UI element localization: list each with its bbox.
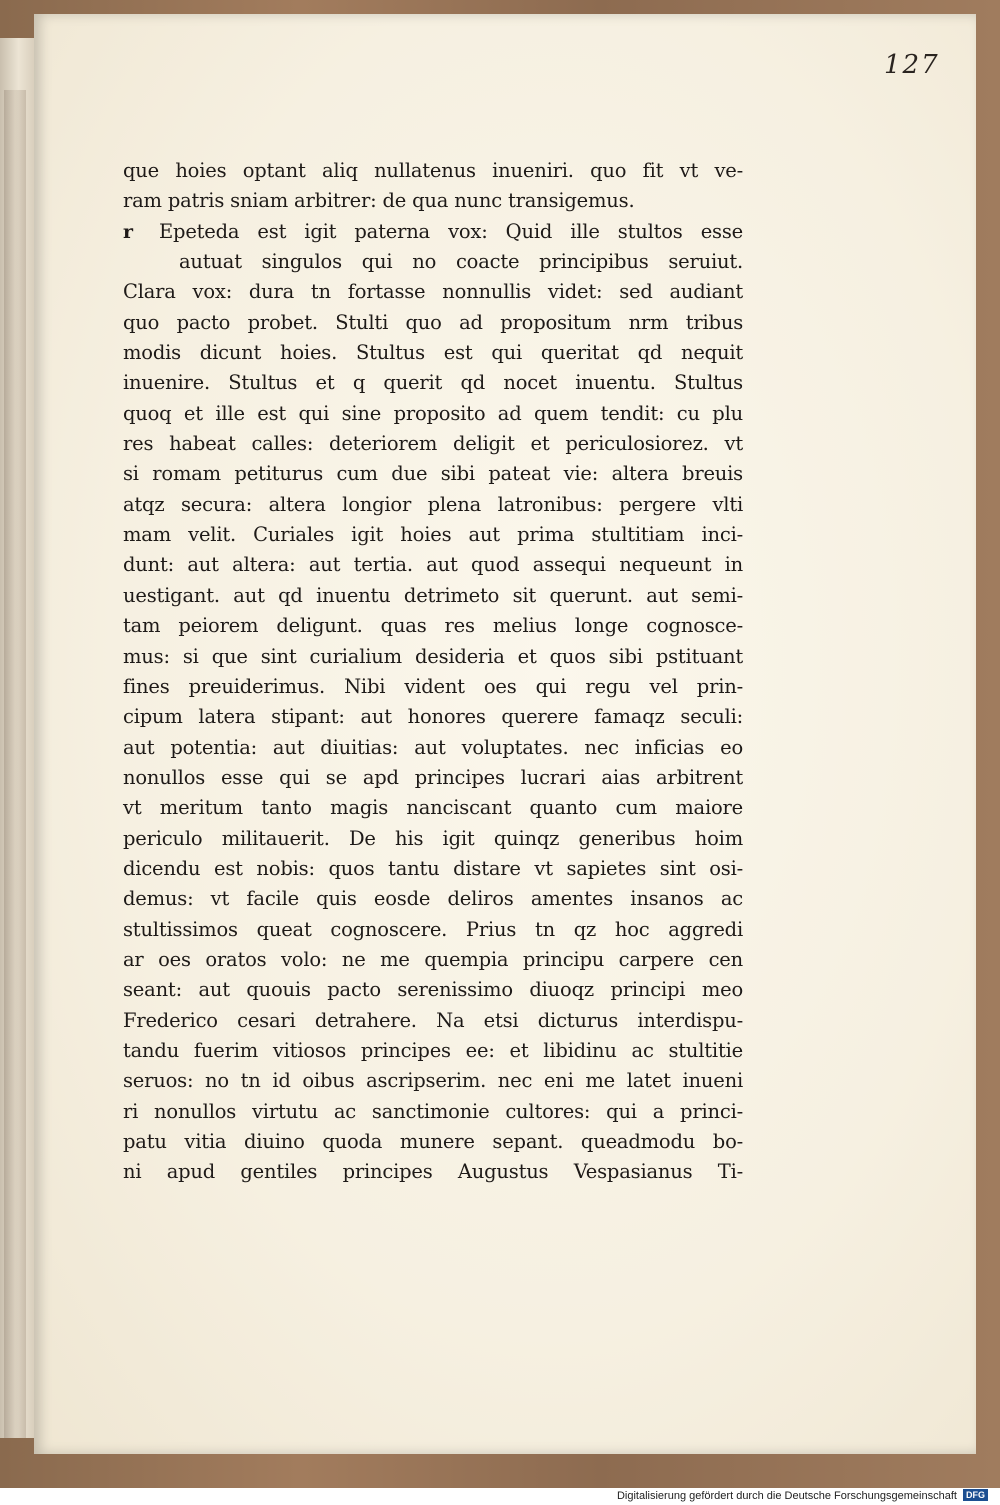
facing-page-edge [0,38,34,1438]
text-line-21: nonullos esse qui se apd principes lucrari aias arbitrent [123,765,743,789]
page-curl-shadow [4,90,26,1438]
text-line-28: seant: aut quouis pacto serenissimo diuoqz principi meo [123,978,743,1002]
text-line-19: cipum latera stipant: aut honores querere famaqz seculi: [123,705,743,729]
footer-bar [0,1488,1000,1505]
text-line-2: ram patris sniam arbitrer: de qua nunc transigemus. [123,189,635,213]
dfg-logo: DFG [963,1489,988,1501]
text-line-30: tandu fuerim vitiosos principes ee: et libidinu ac stultitie [123,1038,743,1062]
footer-credit-text: Digitalisierung gefördert durch die Deutsche Forschungsgemeinschaft [616,1490,957,1502]
text-line-5: Clara vox: dura tn fortasse nonnullis videt: sed audiant [123,280,743,304]
text-line-23: periculo militauerit. De his igit quinqz generibus hoim [123,826,743,850]
text-block [123,156,743,1188]
text-line-16: tam peiorem deligunt. quas res melius longe cognosce- [123,614,743,638]
text-line-26: stultissimos queat cognoscere. Prius tn qz hoc aggredi [123,917,743,941]
text-line-11: si romam petiturus cum due sibi pateat vie: altera breuis [123,462,743,486]
text-line-3-body: Epeteda est igit paterna vox: Quid ille stultos esse [159,219,743,243]
text-line-20: aut potentia: aut diuitias: aut voluptates. nec inficias eo [123,735,743,759]
footer-credit [617,1489,988,1502]
text-line-17: mus: si que sint curialium desideria et quos sibi pstituant [123,644,743,668]
initial-letter: r [123,220,133,243]
text-line-34: ni apud gentiles principes Augustus Vespasianus Ti- [123,1160,743,1184]
text-line-29: Frederico cesari detrahere. Na etsi dicturus interdispu- [123,1008,743,1032]
text-line-27: ar oes oratos volo: ne me quempia principu carpere cen [123,947,743,971]
text-line-6: quo pacto probet. Stulti quo ad propositum nrm tribus [123,310,743,334]
text-line-24: dicendu est nobis: quos tantu distare vt sapietes sint osi- [123,856,743,880]
text-line-32: ri nonullos virtutu ac sanctimonie cultores: qui a princi- [123,1099,743,1123]
text-line-8: inuenire. Stultus et q querit qd nocet inuentu. Stultus [123,371,743,395]
text-line-14: dunt: aut altera: aut tertia. aut quod assequi nequeunt in [123,553,743,577]
manuscript-page [34,14,976,1454]
text-line-9: quoq et ille est qui sine proposito ad quem tendit: cu plu [123,401,743,425]
text-line-3 [123,217,743,247]
text-line-18: fines preuiderimus. Nibi vident oes qui regu vel prin- [123,674,743,698]
text-line-7: modis dicunt hoies. Stultus est qui queritat qd nequit [123,341,743,365]
text-line-22: vt meritum tanto magis nanciscant quanto cum maiore [123,796,743,820]
text-line-1: que hoies optant aliq nullatenus inueniri. quo fit vt ve- [123,159,743,182]
text-line-31: seruos: no tn id oibus ascripserim. nec eni me latet inueni [123,1069,743,1093]
folio-number: 127 [884,50,940,80]
text-line-12: atqz secura: altera longior plena latronibus: pergere vlti [123,492,743,516]
text-line-25: demus: vt facile quis eosde deliros amentes insanos ac [123,887,743,911]
text-line-15: uestigant. aut qd inuentu detrimeto sit querunt. aut semi- [123,583,743,607]
text-line-10: res habeat calles: deteriorem deligit et periculosiorez. vt [123,432,743,456]
text-line-4: autuat singulos qui no coacte principibus seruiut. [179,250,743,274]
text-line-33: patu vitia diuino quoda munere sepant. queadmodu bo- [123,1130,743,1153]
text-line-13: mam velit. Curiales igit hoies aut prima stultitiam inci- [123,523,743,547]
